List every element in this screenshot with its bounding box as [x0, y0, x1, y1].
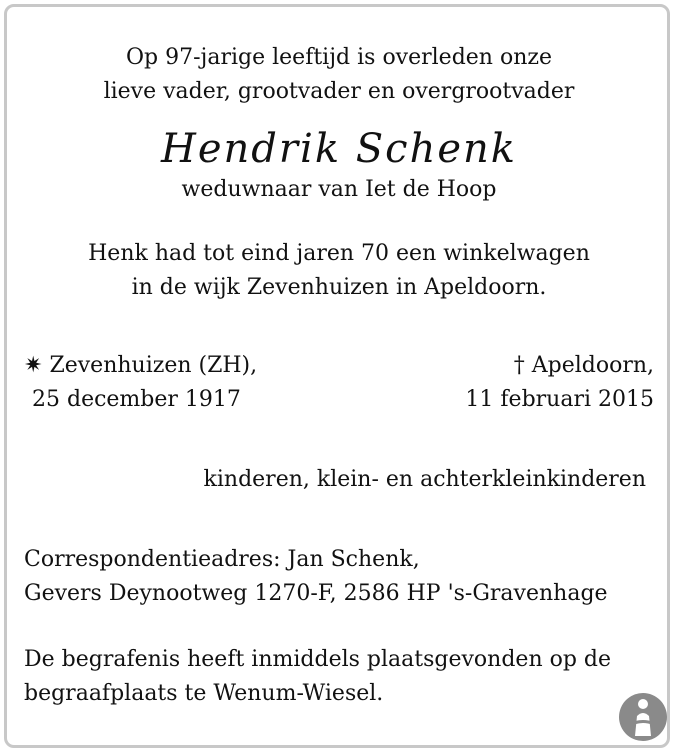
mourning-figure-logo-icon	[618, 692, 668, 742]
correspondence-line-2: Gevers Deynootweg 1270-F, 2586 HP 's-Gravenhage	[24, 581, 608, 606]
anecdote-line-2: in de wijk Zevenhuizen in Apeldoorn.	[131, 275, 547, 300]
birth-line	[24, 352, 257, 380]
birth-date: 25 december 1917	[32, 387, 241, 412]
intro-line-1: Op 97-jarige leeftijd is overleden onze	[126, 45, 552, 70]
family-line: kinderen, klein- en achterkleinkinderen	[203, 467, 646, 492]
death-place: Apeldoorn,	[531, 353, 654, 378]
birth-place: Zevenhuizen (ZH),	[49, 353, 258, 378]
death-line	[514, 352, 654, 380]
death-date: 11 februari 2015	[465, 387, 654, 412]
funeral-line-1: De begrafenis heeft inmiddels plaatsgevonden op de	[24, 647, 612, 672]
deceased-name: Hendrik Schenk	[160, 126, 518, 172]
funeral-line-2: begraafplaats te Wenum-Wiesel.	[24, 681, 384, 706]
intro-line-2: lieve vader, grootvader en overgrootvader	[103, 79, 575, 104]
birth-star-icon: ✷	[24, 353, 43, 378]
anecdote-line-1: Henk had tot eind jaren 70 een winkelwagen	[88, 241, 590, 266]
relation-line: weduwnaar van Iet de Hoop	[181, 177, 497, 202]
correspondence-line-1: Correspondentieadres: Jan Schenk,	[24, 547, 420, 572]
death-cross-icon: †	[513, 353, 525, 378]
